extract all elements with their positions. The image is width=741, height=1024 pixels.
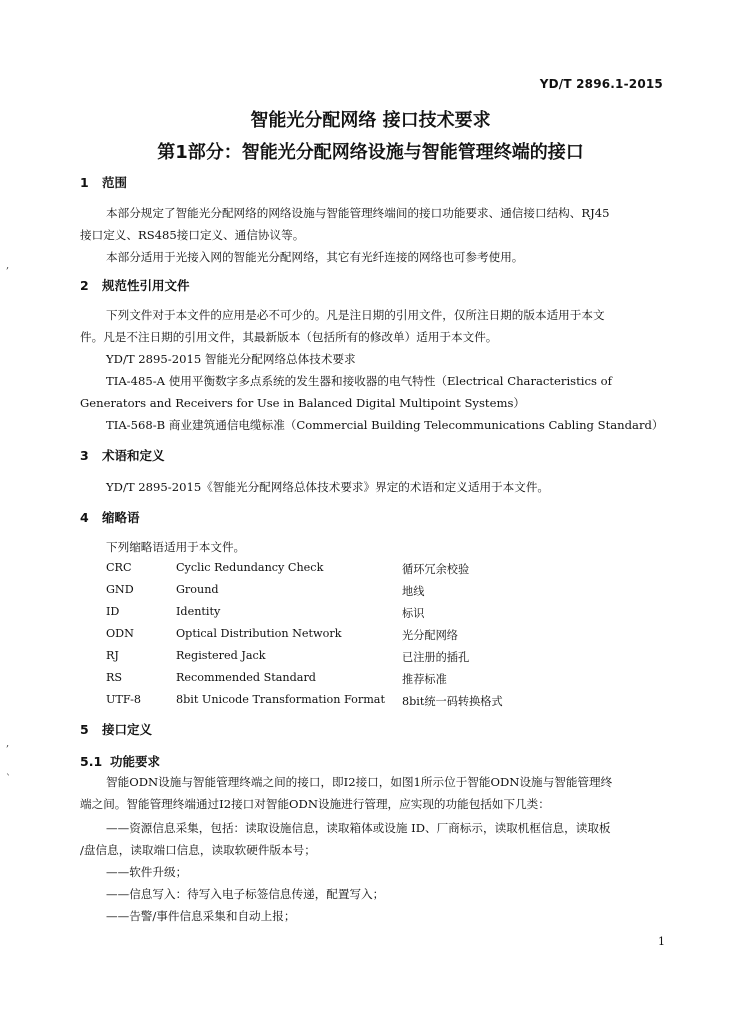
bullet-item: /盘信息，读取端口信息，读取软硬件版本号； [80, 843, 316, 857]
scan-mark: , [6, 260, 10, 271]
abbreviation-chinese: 8bit统一码转换格式 [402, 695, 503, 708]
abbreviation-chinese: 已注册的插孔 [402, 651, 470, 664]
section-heading-2 [80, 276, 190, 294]
abbreviation: UTF-8 [106, 693, 142, 706]
section-number: 5 [80, 722, 89, 737]
bullet-item: ——资源信息采集，包括：读取设施信息，读取箱体或设施 ID、厂商标示，读取机框信息，读取板 [106, 821, 611, 835]
scan-mark: , [6, 738, 10, 749]
paragraph-line: 本部分规定了智能光分配网络的网络设施与智能管理终端间的接口功能要求、通信接口结构、RJ45 [106, 206, 610, 220]
subsection-heading-5-1 [80, 752, 160, 770]
reference-item: TIA-568-B 商业建筑通信电缆标准（Commercial Building Telecommunications Cabling Standard） [106, 418, 664, 432]
paragraph-line: 件。凡是不注日期的引用文件，其最新版本（包括所有的修改单）适用于本文件。 [80, 330, 498, 344]
abbreviation-chinese: 标识 [402, 607, 425, 620]
section-heading-4 [80, 508, 140, 526]
abbreviation-english: Optical Distribution Network [176, 627, 342, 640]
document-subtitle: 第1部分：智能光分配网络设施与智能管理终端的接口 [157, 142, 584, 163]
paragraph-line: YD/T 2895-2015《智能光分配网络总体技术要求》界定的术语和定义适用于本文件。 [106, 480, 550, 494]
document-title: 智能光分配网络 接口技术要求 [250, 110, 491, 131]
section-number: 5.1 [80, 754, 103, 769]
abbreviation-english: Registered Jack [176, 649, 266, 662]
abbreviation: RJ [106, 649, 119, 662]
section-title: 规范性引用文件 [102, 278, 190, 293]
abbreviation-chinese: 地线 [402, 585, 425, 598]
paragraph-line: 智能ODN设施与智能管理终端之间的接口，即I2接口，如图1所示位于智能ODN设施与智能管理终 [106, 775, 613, 789]
section-number: 3 [80, 448, 89, 463]
abbreviation: GND [106, 583, 134, 596]
bullet-item: ——信息写入：待写入电子标签信息传递，配置写入； [106, 887, 385, 901]
abbreviation-english: Cyclic Redundancy Check [176, 561, 324, 574]
section-heading-1 [80, 173, 127, 191]
abbreviation: ID [106, 605, 120, 618]
section-title: 功能要求 [110, 754, 161, 769]
abbreviation-english: 8bit Unicode Transformation Format [176, 693, 385, 706]
reference-item: TIA-485-A 使用平衡数字多点系统的发生器和接收器的电气特性（Electrical Characteristics of [106, 374, 612, 388]
paragraph-line: 端之间。智能管理终端通过I2接口对智能ODN设施进行管理，应实现的功能包括如下几类： [80, 797, 550, 811]
reference-item: Generators and Receivers for Use in Balanced Digital Multipoint Systems） [80, 396, 525, 410]
abbreviation: CRC [106, 561, 132, 574]
abbreviation-chinese: 推荐标准 [402, 673, 447, 686]
paragraph-line: 下列文件对于本文件的应用是必不可少的。凡是注日期的引用文件，仅所注日期的版本适用于本文 [106, 308, 605, 322]
section-number: 4 [80, 510, 89, 525]
section-number: 2 [80, 278, 89, 293]
section-title: 缩略语 [102, 510, 140, 525]
section-title: 术语和定义 [102, 448, 165, 463]
abbreviation-english: Identity [176, 605, 221, 618]
section-title: 接口定义 [102, 722, 153, 737]
scan-mark: ˋ [6, 774, 11, 785]
bullet-item: ——软件升级； [106, 865, 188, 879]
section-title: 范围 [102, 175, 128, 190]
abbreviation: RS [106, 671, 123, 684]
abbreviation-english: Recommended Standard [176, 671, 316, 684]
abbreviation: ODN [106, 627, 134, 640]
paragraph-line: 本部分适用于光接入网的智能光分配网络，其它有光纤连接的网络也可参考使用。 [106, 250, 524, 264]
paragraph-line: 下列缩略语适用于本文件。 [106, 540, 246, 554]
abbreviation-chinese: 光分配网络 [402, 629, 458, 642]
abbreviation-chinese: 循环冗余校验 [402, 563, 470, 576]
section-number: 1 [80, 175, 89, 190]
section-heading-5 [80, 720, 152, 738]
page-number: 1 [658, 935, 665, 948]
bullet-item: ——告警/事件信息采集和自动上报； [106, 909, 296, 923]
abbreviation-english: Ground [176, 583, 219, 596]
section-heading-3 [80, 446, 165, 464]
paragraph-line: 接口定义、RS485接口定义、通信协议等。 [80, 228, 305, 242]
standard-code: YD/T 2896.1-2015 [539, 77, 663, 91]
reference-item: YD/T 2895-2015 智能光分配网络总体技术要求 [106, 352, 356, 366]
